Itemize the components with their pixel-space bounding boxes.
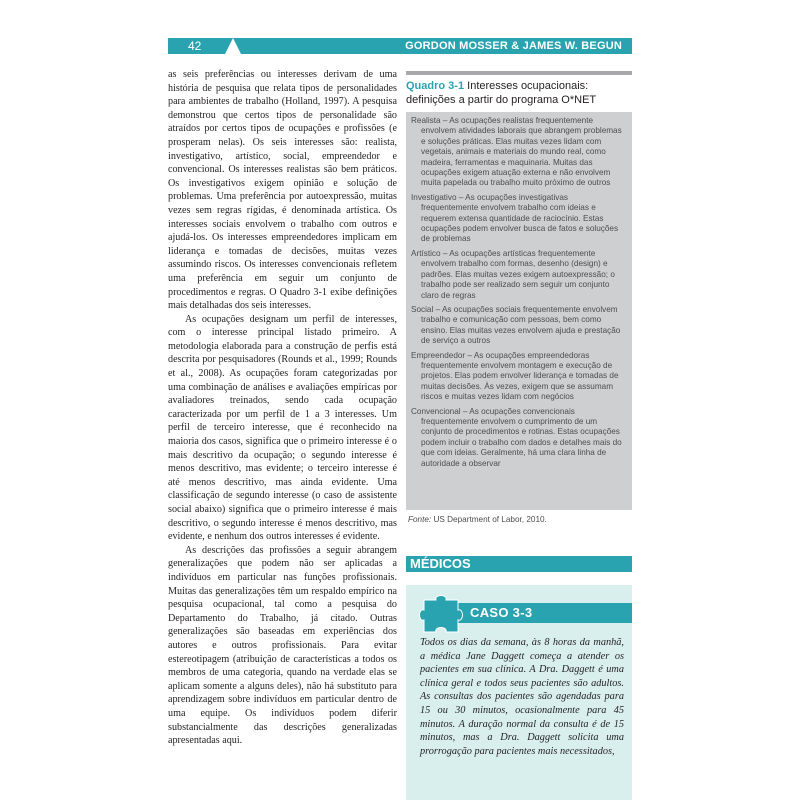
header-notch: [225, 38, 241, 54]
quadro-body: [406, 112, 632, 510]
quadro-title: [406, 80, 632, 107]
running-title: GORDON MOSSER & JAMES W. BEGUN: [405, 40, 622, 52]
quadro-entry-artistico: Artístico – As ocupações artísticas frequentemente envolvem trabalho com formas, desenho (design) e padrões. Elas muitas vezes exigem autoexpressão; o trabalho pode ser realizado sem seguir um conjunto claro de regras: [411, 248, 615, 300]
source-text: US Department of Labor, 2010.: [433, 515, 547, 524]
case-label: CASO 3-3: [470, 605, 533, 620]
body-text-column: [168, 68, 397, 748]
quadro-top-rule: [406, 71, 632, 75]
quadro-entry-empreendedor: Empreendedor – As ocupações empreendedoras frequentemente envolvem montagem e execução de projetos. Elas podem envolver liderança e tomadas de muitas decisões. Às vezes, exigem que se assumam riscos e muitas vezes lidam com negócios: [411, 350, 619, 402]
quadro-label: Quadro 3-1: [406, 80, 465, 92]
source-label: Fonte:: [408, 515, 432, 524]
quadro-entry-convencional: Convencional – As ocupações convencionais frequentemente envolvem o cumprimento de um conjunto de procedimentos e rotinas. Estas ocupações podem incluir o trabalho com dados e detalhes mais do que com ideias. Geralmente, há uma clara linha de autoridade a observar: [411, 406, 622, 468]
quadro-source: [408, 515, 547, 524]
quadro-entry-social: Social – As ocupações sociais frequentemente envolvem trabalho e comunicação com pessoas, bem como ensino. Elas muitas vezes envolvem ajuda e prestação de serviço a outros: [411, 304, 621, 346]
body-paragraph: As ocupações designam um perfil de interesses, com o interesse principal listado primeiro. A metodologia elaborada para a construção de perfis está descrita por pesquisadores (Rounds et al., 1999; Rounds et al., 2008). As ocupações foram categorizadas por uma combinação de análises e avaliações empíricas por avaliadores treinados, sendo cada ocupação caracterizada por um perfil de 1 a 3 interesses. Um perfil de terceiro interesse, que é reconhecido na maioria dos casos, significa que o primeiro interesse é o mais descritivo da ocupação; o segundo interesse é menos descritivo, mas evidente; o terceiro interesse é até menos descritivo, mas ainda evidente. Uma classificação de segundo interesse (o caso de assistente social abaixo) significa que o primeiro interesse é mais descritivo, o segundo interesse é menos descritivo, mas evidente, e nenhum dos outros interesses é evidente.: [168, 313, 397, 543]
section-heading: MÉDICOS: [410, 556, 471, 571]
page-number: 42: [188, 39, 202, 53]
body-paragraph: as seis preferências ou interesses derivam de uma história de pesquisa que relata tipos de personalidades para ambientes de trabalho (Holland, 1997). A pesquisa demonstrou que certos tipos de personalidade são atraídos por certos tipos de ocupações e profissões (e prosperam nelas). Os seis interesses são: realista, investigativo, artístico, social, empreendedor e convencional. Os interesses realistas são bem práticos. Os investigativos exigem opinião e solução de problemas. Uma preferência por autoexpressão, muitas vezes sem regras rígidas, é denominada artística. Os interesses sociais envolvem o trabalho com outros e ajudá-los. Os interesses empreendedores implicam em liderança e tomadas de decisões, muitas vezes assumindo riscos. Os interesses convencionais refletem uma preferência em seguir um conjunto de procedimentos e regras. O Quadro 3-1 exibe definições mais detalhadas dos seis interesses.: [168, 69, 397, 312]
quadro-title-text: Interesses ocupacionais: definições a partir do programa O*NET: [406, 80, 597, 106]
quadro-entry-realista: Realista – As ocupações realistas frequentemente envolvem atividades laborais que abrangem problemas e soluções práticas. Elas muitas vezes lidam com vegetais, animais e materiais do mundo real, como madeira, ferramentas e maquinaria. Muitas das ocupações exigem atuação externa e não envolvem muita papelada ou trabalho muito próximo de outros: [411, 116, 622, 188]
puzzle-piece-icon: [416, 590, 466, 636]
quadro-entry-investigativo: Investigativo – As ocupações investigativas frequentemente envolvem trabalho com ideias e requerem extensa quantidade de raciocínio. Estas ocupações podem envolver busca de fatos e soluções de problemas: [411, 192, 619, 244]
body-paragraph: As descrições das profissões a seguir abrangem generalizações que podem não ser aplicadas a indivíduos em particular nas funções profissionais. Muitas das generalizações têm um respaldo empírico na pesquisa ocupacional, tal como a pesquisa do Departamento do Trabalho, já citado. Outras generalizações são baseadas em experiências dos autores e outros profissionais. Para evitar estereotipagem (atribuição de características a todos os membros de uma categoria, quando na verdade elas se aplicam somente a alguns deles), não há substituto para aprendizagem sobre indivíduos em particular dentro de uma equipe. Os indivíduos podem diferir substancialmente das descrições generalizadas apresentadas aqui.: [168, 544, 397, 747]
case-text: Todos os dias da semana, às 8 horas da manhã, a médica Jane Daggett começa a atender os pacientes em sua clínica. A Dra. Daggett é uma clínica geral e todos seus pacientes são adultos. As consultas dos pacientes são agendadas para 15 ou 30 minutos, ocasionalmente para 45 minutos. A duração normal da consulta é de 15 minutos, mas a Dra. Daggett solicita uma prorrogação para pacientes mais necessitados,: [420, 637, 624, 757]
